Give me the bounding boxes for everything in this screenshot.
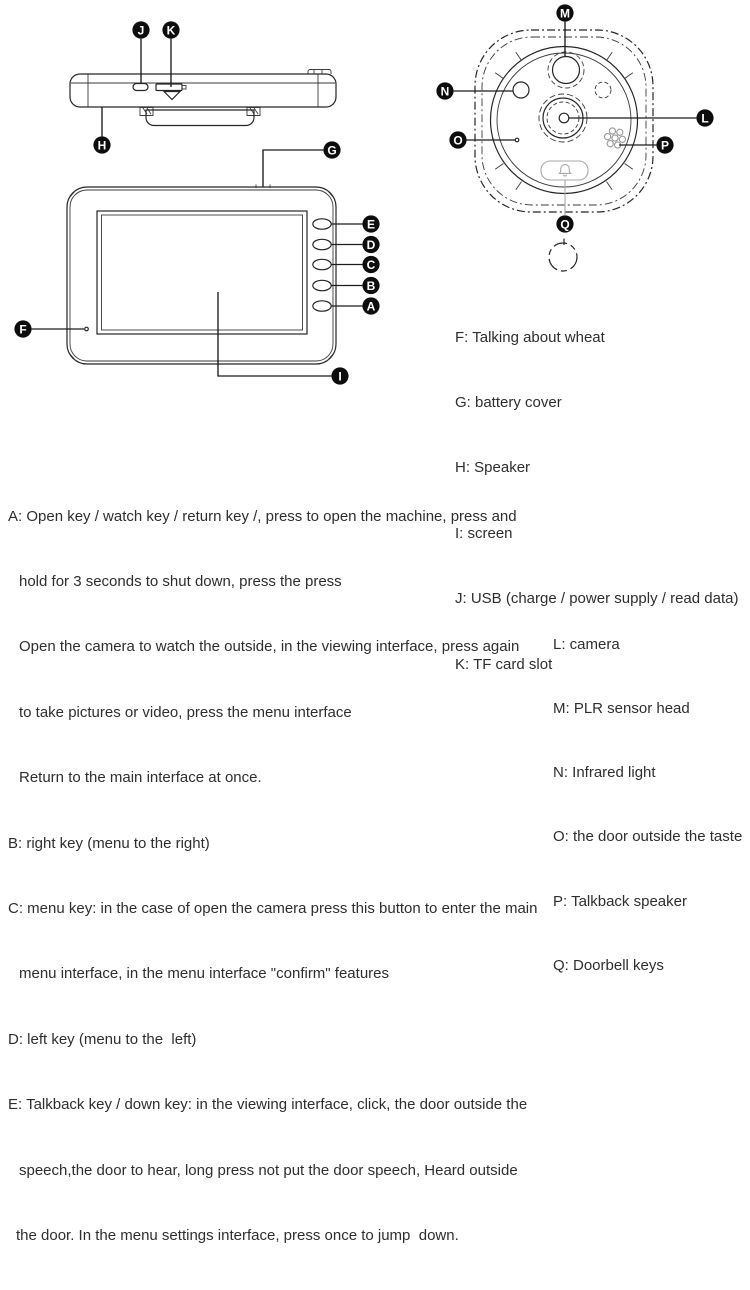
- instruction-line: B: right key (menu to the right): [8, 834, 210, 852]
- corner-marks: [70, 190, 333, 361]
- callout-letter-c: C: [366, 257, 376, 272]
- callout-letter-q: Q: [560, 217, 570, 232]
- callout-letter-n: N: [440, 84, 450, 99]
- callout-b: [362, 277, 379, 294]
- callout-letter-p: P: [660, 138, 670, 153]
- outdoor-unit-view: [475, 30, 653, 271]
- instruction-line: E: Talkback key / down key: in the viewing interface, click, the door outside the: [8, 1096, 528, 1114]
- legend-line-o: O: the door outside the taste: [553, 828, 743, 846]
- infrared-light: [513, 82, 529, 98]
- instruction-line: the door. In the menu settings interface, press once to jump down.: [16, 1226, 459, 1244]
- callout-d: [362, 236, 379, 253]
- instruction-line: A: Open key / watch key / return key /, press to open the machine, press and: [8, 507, 517, 525]
- button-d: [313, 239, 331, 249]
- callout-letter-a: A: [366, 299, 376, 314]
- callout-letter-o: O: [453, 133, 463, 148]
- monitor-body: [67, 187, 336, 364]
- legend-line-m: M: PLR sensor head: [553, 700, 690, 718]
- instruction-line: Open the camera to watch the outside, in the viewing interface, press again: [19, 638, 520, 656]
- key-instructions: [8, 462, 537, 1290]
- instruction-line: hold for 3 seconds to shut down, press the press: [19, 572, 342, 590]
- monitor-inner-frame: [70, 190, 333, 361]
- instruction-line: C: menu key: in the case of open the camera press this button to enter the main: [8, 899, 538, 917]
- pir-sensor: [553, 57, 580, 84]
- callout-j: [132, 21, 149, 38]
- power-tab: [308, 70, 331, 75]
- callout-n: [436, 82, 453, 99]
- callout-a: [362, 297, 379, 314]
- stand-bracket: [146, 110, 254, 126]
- screen-inner-edge: [102, 215, 303, 330]
- peephole-circle: [549, 243, 577, 271]
- outdoor-face-circle: [491, 47, 638, 194]
- doorbell-button: [541, 161, 588, 180]
- legend-line-j: J: USB (charge / power supply / read data): [455, 590, 739, 608]
- callout-f: [14, 320, 31, 337]
- button-e: [313, 219, 331, 229]
- aux-hole: [595, 82, 611, 98]
- stand-hinge-tabs: [140, 108, 260, 116]
- tf-eject-arrow-icon: [164, 92, 180, 100]
- instruction-line: menu interface, in the menu interface "confirm" features: [19, 965, 389, 983]
- callout-c: [362, 256, 379, 273]
- callout-p: [656, 136, 673, 153]
- legend-line-n: N: Infrared light: [553, 764, 656, 782]
- legend-line-f: F: Talking about wheat: [455, 328, 605, 346]
- tf-card-slot: [156, 84, 182, 91]
- callout-letter-j: J: [137, 23, 145, 38]
- instruction-line: D: left key (menu to the left): [8, 1030, 197, 1048]
- legend-line-l: L: camera: [553, 635, 620, 653]
- bell-icon: [559, 165, 570, 176]
- button-b: [313, 280, 331, 290]
- callout-letter-d: D: [366, 237, 376, 252]
- button-a: [313, 301, 331, 311]
- tf-slot-tab: [182, 86, 186, 90]
- instruction-line: Return to the main interface at once.: [19, 769, 262, 787]
- outdoor-body-outline: [475, 30, 653, 212]
- usb-port: [133, 84, 148, 91]
- callout-o: [449, 131, 466, 148]
- callout-letter-g: G: [327, 143, 337, 158]
- side-buttons: [313, 219, 331, 311]
- monitor-front-view: [67, 185, 336, 365]
- callout-i: [331, 367, 348, 384]
- instruction-line: speech,the door to hear, long press not put the door speech, Heard outside: [19, 1161, 518, 1179]
- screen: [97, 211, 307, 334]
- callout-h: [93, 136, 110, 153]
- instruction-line: to take pictures or video, press the menu interface: [19, 703, 352, 721]
- callout-letter-h: H: [97, 138, 107, 153]
- callout-letter-b: B: [366, 278, 376, 293]
- outdoor-face-inner-circle: [497, 53, 631, 187]
- top-view-body: [70, 74, 336, 107]
- legend-line-h: H: Speaker: [455, 459, 531, 477]
- callout-l: [696, 109, 713, 126]
- callout-e: [362, 215, 379, 232]
- legend-line-g: G: battery cover: [455, 393, 562, 411]
- callout-letter-f: F: [19, 322, 27, 337]
- outdoor-mic-hole: [515, 138, 519, 142]
- button-c: [313, 259, 331, 269]
- callout-m: [556, 4, 573, 21]
- callout-q: [556, 215, 573, 232]
- legend-line-q: Q: Doorbell keys: [553, 956, 664, 974]
- legend-line-i: I: screen: [455, 524, 513, 542]
- callout-k: [162, 21, 179, 38]
- pir-sensor-ring: [548, 52, 584, 88]
- callout-g: [323, 141, 340, 158]
- monitor-top-view: [70, 70, 336, 126]
- callout-letter-l: L: [701, 111, 709, 126]
- legend-line-k: K: TF card slot: [455, 655, 553, 673]
- legend-line-p: P: Talkback speaker: [553, 892, 687, 910]
- callout-letter-m: M: [560, 6, 570, 21]
- top-view-end-lines: [88, 75, 318, 107]
- camera-aperture: [559, 113, 569, 123]
- legend-right: [553, 591, 742, 1019]
- microphone-hole: [85, 327, 89, 331]
- callout-letter-i: I: [338, 369, 342, 384]
- callout-letter-k: K: [166, 23, 176, 38]
- callout-letter-e: E: [366, 217, 376, 232]
